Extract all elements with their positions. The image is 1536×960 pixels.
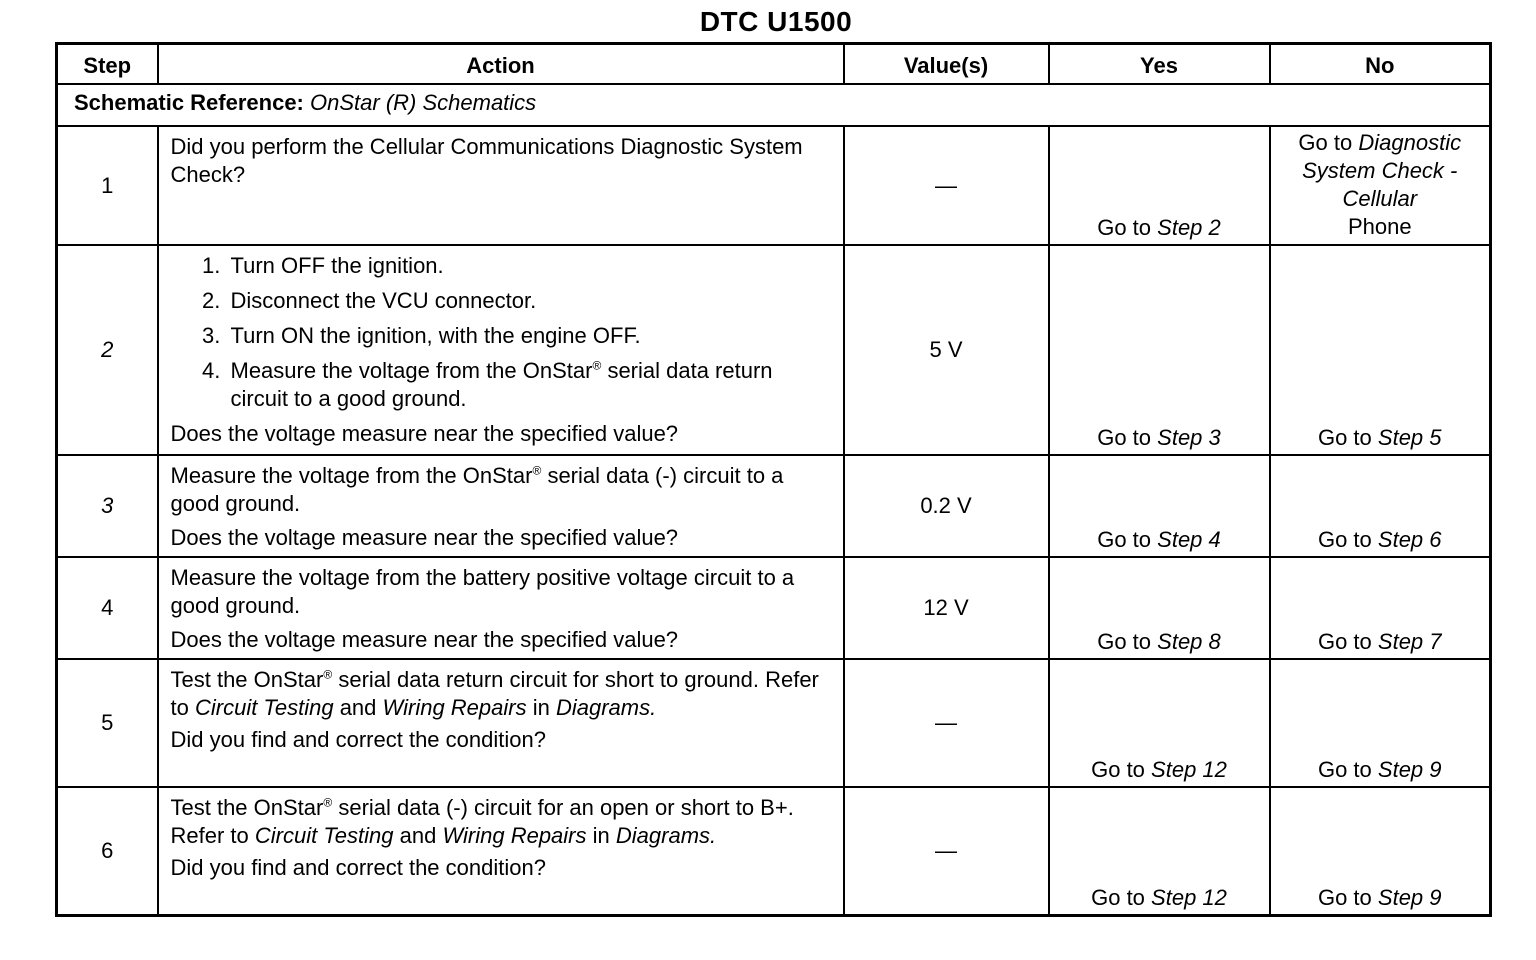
action-question: Did you perform the Cellular Communications Diagnostic System Check?: [170, 134, 803, 187]
no-cell: [1270, 245, 1491, 455]
procedure-step: 1. Turn OFF the ignition.: [227, 252, 833, 280]
action-question: Did you find and correct the condition?: [170, 855, 546, 880]
value-cell: —: [844, 126, 1049, 245]
action-question: Does the voltage measure near the specified value?: [170, 627, 679, 652]
go-to-text: Go to: [1097, 629, 1152, 654]
doc-reference: Circuit Testing: [254, 823, 394, 848]
doc-reference: Circuit Testing: [194, 695, 334, 720]
action-cell: [158, 557, 844, 659]
no-target: Diagnostic System Check - Cellular: [1302, 130, 1462, 211]
registered-mark: ®: [323, 795, 333, 810]
header-values: Value(s): [844, 44, 1049, 85]
schematic-link: OnStar (R) Schematics: [310, 90, 537, 115]
yes-cell: [1049, 659, 1270, 787]
go-to-text: Go to: [1317, 527, 1372, 552]
go-to-text: Go to: [1091, 757, 1145, 782]
registered-mark: ®: [532, 463, 542, 478]
table-row: [57, 245, 1491, 455]
yes-target: Step 12: [1151, 884, 1227, 910]
step-number: 5: [57, 659, 158, 787]
go-to-text: Go to: [1317, 629, 1372, 654]
action-text-part: serial data (-) circuit for an open or short to B+. Refer to: [170, 795, 794, 848]
yes-cell: [1049, 557, 1270, 659]
no-target: Step 6: [1377, 527, 1442, 552]
page-title: DTC U1500: [699, 6, 853, 37]
value-cell: 0.2 V: [844, 455, 1049, 557]
header-yes: Yes: [1049, 44, 1270, 85]
yes-target: Step 2: [1157, 215, 1221, 240]
procedure-step-text: Measure the voltage from the OnStar: [230, 358, 593, 383]
yes-target: Step 3: [1157, 425, 1221, 450]
no-target: Step 5: [1377, 425, 1442, 450]
action-cell: [158, 245, 844, 455]
no-cell: [1270, 126, 1491, 245]
action-text-part: in: [532, 695, 550, 720]
procedure-step-text: serial data return circuit to a good ground.: [230, 358, 773, 411]
header-row: [57, 44, 1491, 85]
yes-target: Step 8: [1157, 629, 1221, 654]
go-to-text: Go to: [1097, 425, 1152, 450]
header-step: Step: [57, 44, 158, 85]
step-number: 2: [57, 245, 158, 455]
no-target: Step 7: [1377, 629, 1442, 654]
schematic-row: [57, 84, 1491, 126]
table-row: [57, 126, 1491, 245]
no-target: Step 9: [1377, 757, 1442, 782]
step-number: 3: [57, 455, 158, 557]
action-text-part: Test the OnStar: [170, 667, 324, 692]
go-to-text: Go to: [1097, 527, 1152, 552]
schematic-reference: [57, 84, 1491, 126]
procedure-step: 2. Disconnect the VCU connector.: [227, 287, 833, 315]
action-text-part: and: [399, 823, 437, 848]
value-cell: —: [844, 787, 1049, 915]
yes-cell: [1049, 455, 1270, 557]
step-number: 1: [57, 126, 158, 245]
action-text-part: and: [339, 695, 377, 720]
no-target: Step 9: [1377, 884, 1442, 910]
doc-reference: Wiring Repairs: [442, 823, 587, 848]
registered-mark: ®: [323, 667, 333, 682]
no-cell: [1270, 787, 1491, 915]
go-to-text: Go to: [1097, 215, 1152, 240]
action-cell: [158, 455, 844, 557]
no-cell: [1270, 659, 1491, 787]
action-question: Does the voltage measure near the specified value?: [170, 525, 679, 550]
doc-reference: Wiring Repairs: [382, 695, 527, 720]
no-target-suffix: Phone: [1347, 214, 1412, 239]
header-no: No: [1270, 44, 1491, 85]
doc-reference: Diagrams.: [555, 695, 657, 720]
no-cell: [1270, 557, 1491, 659]
action-cell: [158, 659, 844, 787]
table-row: [57, 557, 1491, 659]
procedure-step: [227, 357, 833, 413]
go-to-text: Go to: [1091, 884, 1145, 910]
table-row: [57, 787, 1491, 915]
action-text-part: Measure the voltage from the OnStar: [170, 463, 533, 488]
action-text: [171, 462, 833, 518]
step-number: 6: [57, 787, 158, 915]
action-cell: [158, 126, 844, 245]
diagnostic-table: [55, 42, 1492, 917]
action-text-part: serial data return circuit for short to ground. Refer to: [170, 667, 819, 720]
header-action: Action: [158, 44, 844, 85]
yes-target: Step 4: [1157, 527, 1221, 552]
procedure-list: [171, 252, 833, 413]
action-text: [171, 666, 833, 722]
value-cell: 12 V: [844, 557, 1049, 659]
doc-reference: Diagrams.: [615, 823, 717, 848]
action-cell: [158, 787, 844, 915]
yes-cell: [1049, 787, 1270, 915]
no-cell: [1270, 455, 1491, 557]
action-question: Did you find and correct the condition?: [170, 727, 546, 752]
action-text: Measure the voltage from the battery positive voltage circuit to a good ground.: [170, 565, 795, 618]
action-text-part: serial data (-) circuit to a good ground.: [170, 463, 784, 516]
go-to-text: Go to: [1317, 884, 1372, 910]
action-question: Does the voltage measure near the specified value?: [170, 421, 679, 446]
action-text: [171, 794, 833, 850]
yes-cell: [1049, 245, 1270, 455]
value-cell: —: [844, 659, 1049, 787]
registered-mark: ®: [592, 358, 602, 373]
action-text-part: Test the OnStar: [170, 795, 324, 820]
table-row: [57, 659, 1491, 787]
go-to-text: Go to: [1298, 130, 1353, 155]
go-to-text: Go to: [1317, 425, 1372, 450]
schematic-label: Schematic Reference:: [74, 90, 304, 115]
step-number: 4: [57, 557, 158, 659]
procedure-step: 3. Turn ON the ignition, with the engine OFF.: [227, 322, 833, 350]
go-to-text: Go to: [1317, 757, 1372, 782]
yes-cell: [1049, 126, 1270, 245]
yes-target: Step 12: [1151, 757, 1227, 782]
table-row: [57, 455, 1491, 557]
value-cell: 5 V: [844, 245, 1049, 455]
action-text-part: in: [592, 823, 610, 848]
